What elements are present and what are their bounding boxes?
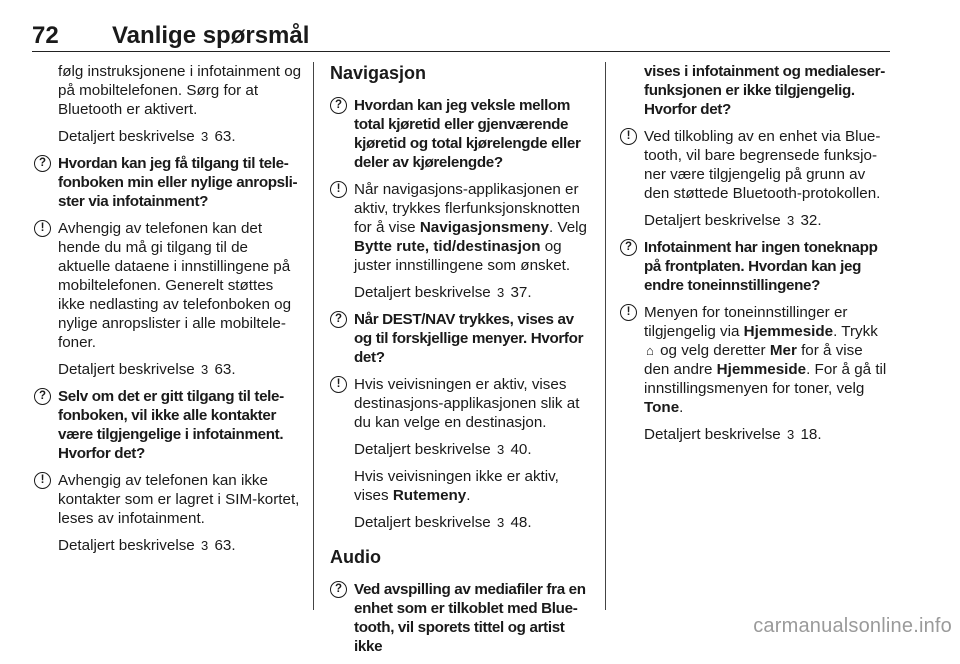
- question-icon: ?: [34, 155, 51, 172]
- question-icon: ?: [330, 97, 347, 114]
- intro-reference: Detaljert beskrivelse 3 63.: [58, 128, 236, 145]
- answer-text: Avhengig av telefonen kan det hende du må gi tilgang til de aktuelle dataene i innstillingene på mobiltelefonen. Generelt støttes ikke nedlasting av telefonboken og nylige anropslister i alle mobiltelefoner.: [58, 220, 292, 351]
- answer-icon: !: [330, 181, 347, 198]
- faq-answer: [330, 375, 592, 432]
- answer-reference: Detaljert beskrivelse 3 63.: [58, 537, 236, 554]
- menu-name: Mer: [769, 342, 797, 359]
- answer-reference: Detaljert beskrivelse 3 48.: [354, 514, 532, 531]
- answer-text: Ved tilkobling av en enhet via Bluetooth, vil bare begrensede funksjoner være tilgjengelig på grunn av den støttede Bluetooth-protokollen.: [644, 128, 881, 202]
- faq-question: [330, 580, 592, 656]
- menu-name: Bytte rute, tid/destinasjon: [354, 238, 541, 255]
- faq-question: [34, 154, 302, 211]
- page-title: Vanlige spørsmål: [112, 22, 310, 49]
- column-3: [620, 62, 888, 452]
- column-divider-1: [313, 62, 314, 610]
- page-reference-arrow-icon: 3: [786, 213, 795, 228]
- column-divider-2: [605, 62, 606, 610]
- answer-reference: Detaljert beskrivelse 3 18.: [644, 426, 822, 443]
- answer-icon: !: [620, 304, 637, 321]
- question-text: Når DEST/NAV trykkes, vises av og til forskjellige menyer. Hvorfor det?: [354, 311, 584, 366]
- question-text: Selv om det er gitt tilgang til telefonboken, vil ikke alle kontakter være tilgjengelige i infotainment. Hvorfor det?: [58, 388, 285, 462]
- answer-text: Avhengig av telefonen kan ikke kontakter som er lagret i SIM-kortet, leses av infotainment.: [58, 472, 300, 527]
- faq-question: [34, 387, 302, 463]
- faq-answer: [620, 303, 888, 417]
- faq-question: [330, 96, 592, 172]
- faq-answer: [620, 127, 888, 203]
- question-text: Infotainment har ingen toneknapp på frontplaten. Hvordan kan jeg endre toneinnstillingene?: [644, 239, 878, 294]
- question-icon: ?: [34, 388, 51, 405]
- answer-reference: Detaljert beskrivelse 3 32.: [644, 212, 822, 229]
- faq-answer: [34, 471, 302, 528]
- question-text: Hvordan kan jeg få tilgang til telefonboken min eller nylige anropslister via infotainment?: [58, 155, 298, 210]
- answer-icon: !: [34, 220, 51, 237]
- answer-text: Når navigasjons-applikasjonen er aktiv, trykkes flerfunksjonsknotten for å vise Navigasjonsmeny. Velg Bytte rute, tid/destinasjon og juster innstillingene som ønsket.: [354, 181, 587, 274]
- column-2: [330, 62, 592, 664]
- answer-reference: Detaljert beskrivelse 3 40.: [354, 441, 532, 458]
- page-number: 72: [32, 22, 59, 49]
- question-text: Ved avspilling av mediafiler fra en enhet som er tilkoblet med Bluetooth, vil sporets tittel og artist ikke: [354, 581, 586, 655]
- question-text: Hvordan kan jeg veksle mellom total kjøretid eller gjenværende kjøretid og total kjørelengde eller deler av kjørelengde?: [354, 97, 581, 171]
- page-reference-arrow-icon: 3: [496, 515, 505, 530]
- answer-text: Menyen for toneinnstillinger er tilgjengelig via Hjemmeside. Trykk ⌂ og velg deretter Mer for å vise den andre Hjemmeside. For å gå til innstillingsmenyen for toner, velg Tone.: [644, 304, 887, 416]
- faq-question: [620, 238, 888, 295]
- page-reference-arrow-icon: 3: [200, 538, 209, 553]
- answer-continuation: Hvis veivisningen ikke er aktiv, vises Rutemeny.: [354, 468, 559, 504]
- page-reference-arrow-icon: 3: [786, 427, 795, 442]
- page-reference-arrow-icon: 3: [496, 285, 505, 300]
- answer-reference: Detaljert beskrivelse 3 63.: [58, 361, 236, 378]
- faq-answer: [34, 219, 302, 352]
- section-title-navigation: Navigasjon: [330, 63, 427, 83]
- intro-text: følg instruksjonene i infotainment og på mobiltelefonen. Sørg for at Bluetooth er aktivert.: [58, 63, 302, 118]
- page-reference-arrow-icon: 3: [200, 129, 209, 144]
- question-icon: ?: [330, 311, 347, 328]
- answer-reference: Detaljert beskrivelse 3 37.: [354, 284, 532, 301]
- menu-name: Hjemmeside: [743, 323, 834, 340]
- home-icon: ⌂: [646, 343, 654, 358]
- column-1: [34, 62, 302, 563]
- faq-answer: [330, 180, 592, 275]
- header-divider: [32, 51, 890, 52]
- watermark: carmanualsonline.info: [753, 615, 952, 637]
- menu-name: Tone: [644, 399, 680, 416]
- question-icon: ?: [620, 239, 637, 256]
- page-header: [32, 22, 892, 52]
- menu-name: Rutemeny: [392, 487, 467, 504]
- page-reference-arrow-icon: 3: [200, 362, 209, 377]
- menu-name: Navigasjonsmeny: [419, 219, 549, 236]
- section-title-audio: Audio: [330, 547, 381, 567]
- answer-icon: !: [34, 472, 51, 489]
- question-icon: ?: [330, 581, 347, 598]
- answer-icon: !: [620, 128, 637, 145]
- menu-name: Hjemmeside: [716, 361, 807, 378]
- answer-icon: !: [330, 376, 347, 393]
- faq-question: [330, 310, 592, 367]
- answer-text: Hvis veivisningen er aktiv, vises destinasjons-applikasjonen slik at du kan velge en destinasjon.: [354, 376, 580, 431]
- page-reference-arrow-icon: 3: [496, 442, 505, 457]
- question-text-continued: vises i infotainment og medialeser-funksjonen er ikke tilgjengelig. Hvorfor det?: [644, 63, 885, 118]
